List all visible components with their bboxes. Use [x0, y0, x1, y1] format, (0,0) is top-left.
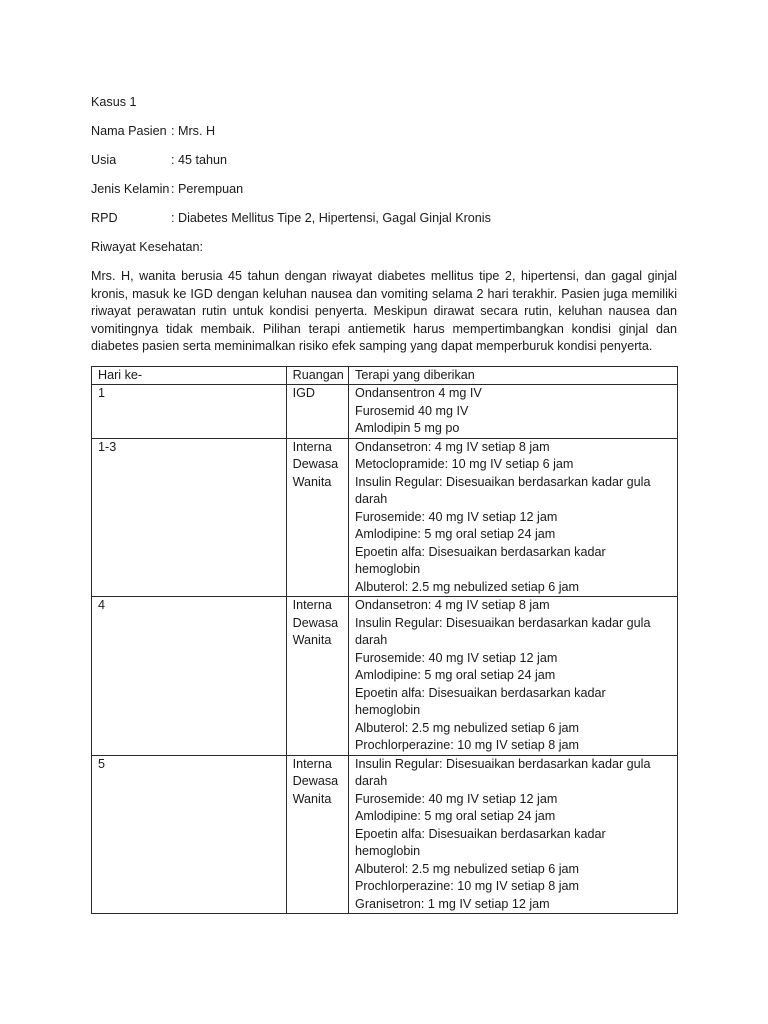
therapy-item: Furosemide: 40 mg IV setiap 12 jam: [355, 650, 558, 665]
field-value: : Perempuan: [171, 182, 244, 196]
therapy-item: Insulin Regular: Disesuaikan berdasarkan kadar gula darah: [355, 474, 651, 507]
header-day: Hari ke-: [92, 366, 287, 385]
therapy-item: Furosemid 40 mg IV: [355, 403, 469, 418]
therapy-item: Metoclopramide: 10 mg IV setiap 6 jam: [355, 457, 574, 472]
document-page: [91, 94, 677, 914]
therapy-item: Epoetin alfa: Disesuaikan berdasarkan kadar hemoglobin: [355, 544, 606, 577]
room-cell: [286, 438, 348, 597]
day-cell: 4: [92, 597, 287, 756]
patient-fields: [91, 123, 677, 227]
table-row: [92, 597, 678, 756]
therapy-item: Granisetron: 1 mg IV setiap 12 jam: [355, 896, 550, 911]
therapy-cell: [349, 597, 678, 756]
field-label: RPD: [91, 211, 118, 225]
therapy-item: Amlodipine: 5 mg oral setiap 24 jam: [355, 527, 556, 542]
room-cell: [286, 755, 348, 914]
field-label: Jenis Kelamin: [91, 182, 170, 196]
therapy-item: Furosemide: 40 mg IV setiap 12 jam: [355, 791, 558, 806]
therapy-item: Ondansentron 4 mg IV: [355, 386, 482, 401]
table-row: [92, 755, 678, 914]
therapy-item: Furosemide: 40 mg IV setiap 12 jam: [355, 509, 558, 524]
field-value: : 45 tahun: [171, 153, 228, 167]
therapy-item: Ondansetron: 4 mg IV setiap 8 jam: [355, 439, 550, 454]
field-usia: [91, 152, 677, 169]
history-heading: Riwayat Kesehatan:: [91, 240, 204, 254]
room-line: Dewasa: [292, 457, 339, 472]
room-cell: [286, 385, 348, 439]
therapy-item: Amlodipin 5 mg po: [355, 421, 460, 436]
therapy-cell: [349, 385, 678, 439]
day-cell: 1: [92, 385, 287, 439]
field-nama-pasien: [91, 123, 677, 140]
therapy-item: Amlodipine: 5 mg oral setiap 24 jam: [355, 809, 556, 824]
room-line: Dewasa: [292, 774, 339, 789]
room-line: Interna: [292, 598, 332, 613]
room-line: Dewasa: [292, 615, 339, 630]
therapy-item: Prochlorperazine: 10 mg IV setiap 8 jam: [355, 738, 580, 753]
therapy-item: Prochlorperazine: 10 mg IV setiap 8 jam: [355, 879, 580, 894]
therapy-item: Albuterol: 2.5 mg nebulized setiap 6 jam: [355, 720, 580, 735]
history-paragraph: Mrs. H, wanita berusia 45 tahun dengan riwayat diabetes mellitus tipe 2, hipertensi, dan gagal ginjal kronis, masuk ke IGD dengan keluhan nausea dan vomiting selama 2 hari terakhir. Pasien juga memiliki riwayat perawatan rutin untuk kondisi penyerta. Meskipun dirawat secara rutin, keluhan nausea dan vomitingnya tidak membaik. Pilihan terapi antiemetik harus mempertimbangkan kondisi ginjal dan diabetes pasien serta meminimalkan risiko efek samping yang dapat memperburuk kondisi penyerta.: [91, 269, 677, 354]
table-row: [92, 438, 678, 597]
table-row: [92, 385, 678, 439]
field-label: Nama Pasien: [91, 124, 167, 138]
therapy-cell: [349, 438, 678, 597]
day-cell: 5: [92, 755, 287, 914]
room-line: Wanita: [292, 474, 332, 489]
therapy-item: Epoetin alfa: Disesuaikan berdasarkan kadar hemoglobin: [355, 826, 606, 859]
therapy-table: [91, 366, 678, 915]
therapy-item: Albuterol: 2.5 mg nebulized setiap 6 jam: [355, 579, 580, 594]
room-cell: [286, 597, 348, 756]
case-title: Kasus 1: [91, 95, 137, 109]
field-label: Usia: [91, 153, 117, 167]
field-jenis-kelamin: [91, 181, 677, 198]
header-room: Ruangan: [286, 366, 348, 385]
room-line: Wanita: [292, 633, 332, 648]
room-line: Wanita: [292, 791, 332, 806]
field-rpd: [91, 210, 677, 227]
therapy-item: Epoetin alfa: Disesuaikan berdasarkan kadar hemoglobin: [355, 685, 606, 718]
day-cell: 1-3: [92, 438, 287, 597]
room-line: IGD: [292, 386, 316, 401]
therapy-item: Insulin Regular: Disesuaikan berdasarkan kadar gula darah: [355, 615, 651, 648]
therapy-item: Amlodipine: 5 mg oral setiap 24 jam: [355, 668, 556, 683]
room-line: Interna: [292, 439, 332, 454]
therapy-cell: [349, 755, 678, 914]
field-value: : Mrs. H: [171, 124, 216, 138]
field-value: : Diabetes Mellitus Tipe 2, Hipertensi, Gagal Ginjal Kronis: [171, 211, 491, 225]
table-header-row: [92, 366, 678, 385]
room-line: Interna: [292, 756, 332, 771]
therapy-item: Ondansetron: 4 mg IV setiap 8 jam: [355, 598, 550, 613]
therapy-item: Albuterol: 2.5 mg nebulized setiap 6 jam: [355, 861, 580, 876]
therapy-table-body: [92, 385, 678, 914]
header-therapy: Terapi yang diberikan: [349, 366, 678, 385]
therapy-item: Insulin Regular: Disesuaikan berdasarkan kadar gula darah: [355, 756, 651, 789]
